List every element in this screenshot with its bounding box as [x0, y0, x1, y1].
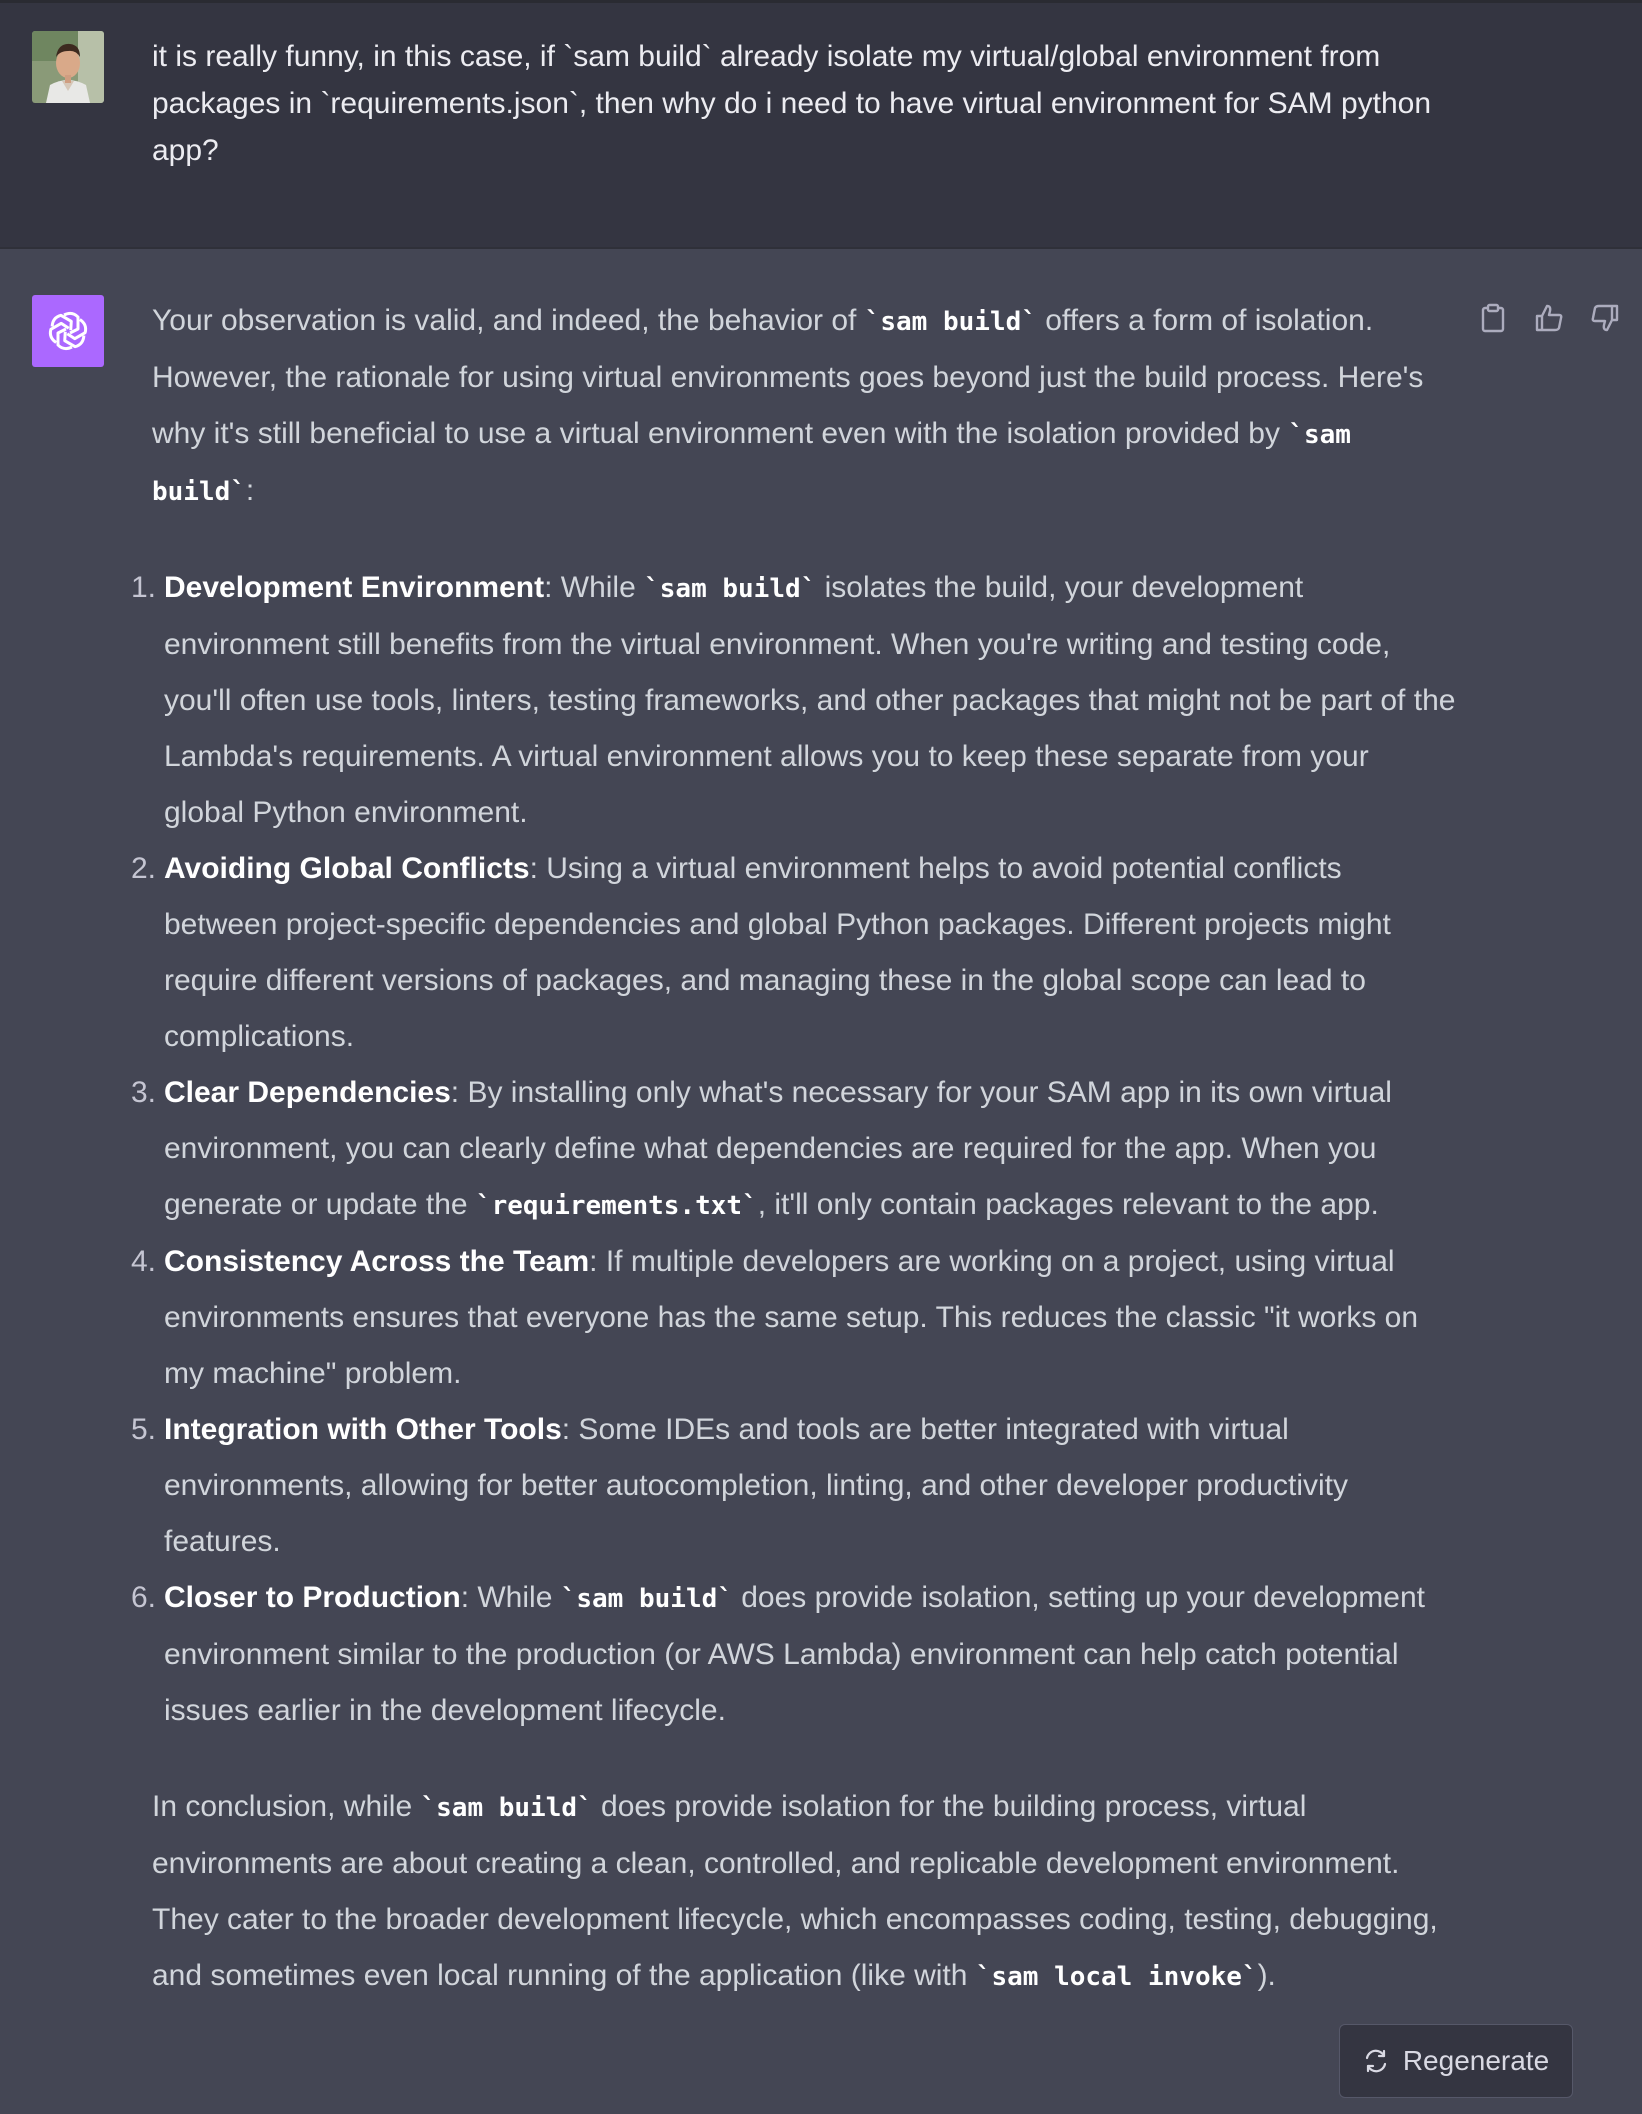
item-text: : If multiple developers are working on a project, using virtual environments ensures that everyone has the same setup. This reduces the classic "it works on my machine" problem. — [164, 1245, 1419, 1390]
item-text: : Some IDEs and tools are better integrated with virtual environments, allowing for better autocompletion, linting, and other developer productivity features. — [164, 1413, 1349, 1558]
item-text: : Using a virtual environment helps to avoid potential conflicts between project-specific dependencies and global Python packages. Different projects might require different versions of packages, and managing these in the global scope can lead to complications. — [164, 852, 1391, 1053]
list-item — [130, 560, 1457, 841]
item-title: Clear Dependencies — [164, 1076, 451, 1109]
list-number: 3. — [130, 1076, 156, 1109]
list-item — [130, 841, 1457, 1065]
list-item — [130, 1402, 1457, 1570]
inline-code: `sam build` — [152, 420, 1351, 507]
user-message-row — [0, 3, 1642, 249]
assistant-avatar — [32, 295, 104, 367]
list-number: 1. — [130, 571, 156, 604]
list-number: 2. — [130, 852, 156, 885]
thumbs-up-icon — [1534, 303, 1564, 333]
inline-code: `sam build` — [560, 1584, 733, 1614]
conclusion-text: In conclusion, while — [152, 1790, 421, 1823]
refresh-icon — [1363, 2048, 1389, 2074]
openai-logo-icon — [44, 307, 92, 355]
user-message-text: it is really funny, in this case, if `sam build` already isolate my virtual/global environment from packages in `requirements.json`, then why do i need to have virtual environment for SAM python app? — [152, 40, 1432, 167]
list-number: 4. — [130, 1245, 156, 1278]
intro-text: offers a form of isolation. However, the rationale for using virtual environments goes beyond just the build process. Here's why it's still beneficial to use a virtual environment even with the isolation provided by — [152, 304, 1424, 450]
thumbs-down-icon — [1590, 303, 1620, 333]
user-avatar — [32, 31, 104, 103]
list-number: 6. — [130, 1581, 156, 1614]
copy-button[interactable] — [1476, 301, 1510, 335]
item-text: does provide isolation, setting up your development environment similar to the production (or AWS Lambda) environment can help catch potential issues earlier in the development lifecycle. — [164, 1581, 1426, 1727]
reasons-list — [130, 560, 1457, 1739]
intro-text: Your observation is valid, and indeed, the behavior of — [152, 304, 865, 337]
item-title: Avoiding Global Conflicts — [164, 852, 530, 885]
item-title: Closer to Production — [164, 1581, 461, 1614]
conclusion-text: does provide isolation for the building process, virtual environments are about creating a clean, controlled, and replicable development environment. They cater to the broader development lifecycle, which encompasses coding, testing, debugging, and sometimes even local running of the application (like with — [152, 1790, 1438, 1992]
intro-paragraph — [152, 293, 1457, 520]
list-item — [130, 1234, 1457, 1402]
intro-text: : — [245, 474, 255, 507]
item-title: Development Environment — [164, 571, 545, 604]
inline-code: `sam build` — [420, 1793, 593, 1823]
inline-code: `sam build` — [644, 574, 817, 604]
inline-code: `sam local invoke` — [975, 1962, 1258, 1992]
assistant-message-row — [0, 249, 1642, 2114]
item-text: isolates the build, your development environment still benefits from the virtual environment. When you're writing and testing code, you'll often use tools, linters, testing frameworks, and other packages that might not be part of the Lambda's requirements. A virtual environment allows you to keep these separate from your global Python environment. — [164, 571, 1456, 829]
message-actions — [1476, 301, 1622, 335]
regenerate-label: Regenerate — [1402, 2045, 1550, 2076]
clipboard-icon — [1480, 303, 1506, 333]
item-title: Consistency Across the Team — [164, 1245, 590, 1278]
inline-code: `requirements.txt` — [475, 1191, 758, 1221]
thumbs-up-button[interactable] — [1532, 301, 1566, 335]
item-text: : While — [544, 571, 645, 604]
item-text: : While — [460, 1581, 561, 1614]
list-item — [130, 1065, 1457, 1234]
conclusion-paragraph — [152, 1779, 1457, 2005]
thumbs-down-button[interactable] — [1588, 301, 1622, 335]
inline-code: `sam build` — [864, 307, 1037, 337]
list-number: 5. — [130, 1413, 156, 1446]
list-item — [130, 1570, 1457, 1739]
assistant-message-content — [130, 293, 1457, 2005]
user-photo-avatar-icon — [32, 31, 104, 103]
item-text: , it'll only contain packages relevant to the app. — [757, 1188, 1379, 1221]
conclusion-text: ). — [1257, 1959, 1276, 1992]
item-title: Integration with Other Tools — [164, 1413, 562, 1446]
item-text: : By installing only what's necessary for your SAM app in its own virtual environment, you can clearly define what dependencies are required for the app. When you generate or update the — [164, 1076, 1392, 1221]
regenerate-button[interactable] — [1339, 2024, 1573, 2098]
